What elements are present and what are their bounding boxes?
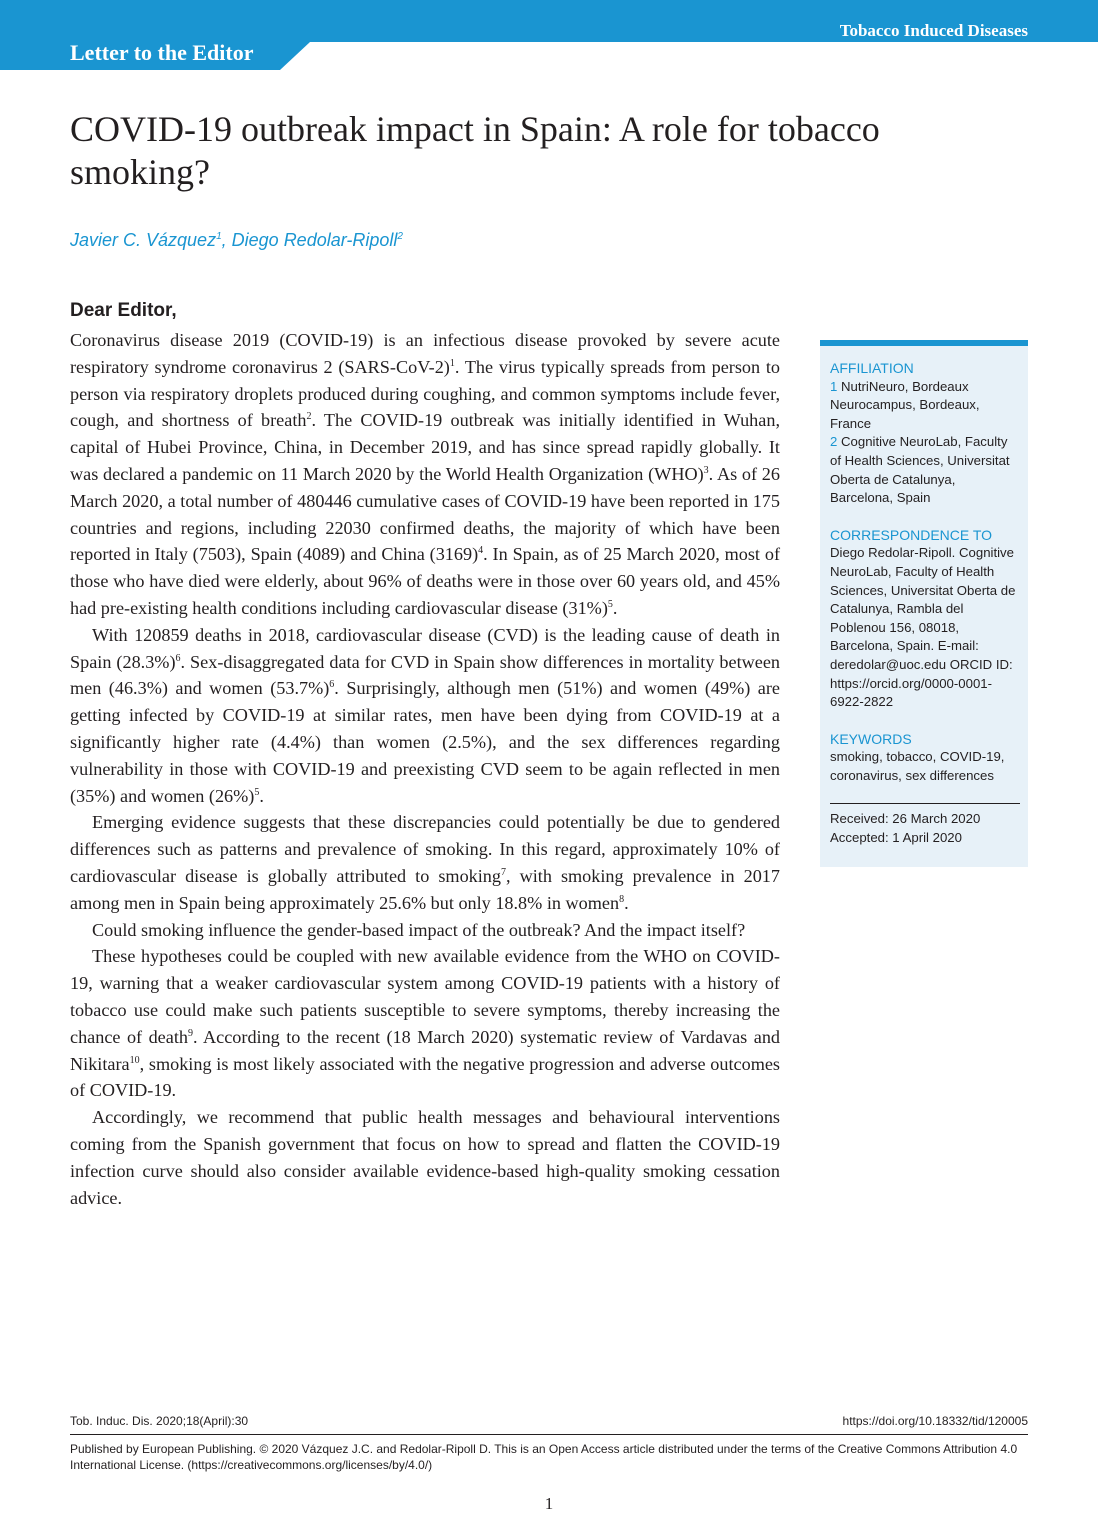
author-name[interactable]: Diego Redolar-Ripoll <box>231 230 398 250</box>
citation-ref[interactable]: 4 <box>478 545 484 557</box>
body-paragraph: Coronavirus disease 2019 (COVID-19) is an infectious disease provoked by severe acute respiratory syndrome coronavirus 2 (SARS-CoV-2)$^1$. The virus typically spreads from person to person via respiratory droplets produced during coughing, and common symptoms include fever, cough, and shortness of breath$^2$. The COVID-19 outbreak was initially identified in Wuhan, capital of Hubei Province, China, in December 2019, and has since spread rapidly globally. It was declared a pandemic on 11 March 2020 by the World Health Organization (WHO)$^3$. As of 26 March 2020, a total number of 480446 cumulative cases of COVID-19 have been reported in 175 countries and regions, including 22030 confirmed deaths, the majority of which have been reported in Italy (7503), Spain (4089) and China $(3169)^4$. In Spain, as of 25 March 2020, most of those who have died were elderly, about 96% of deaths were in those over 60 years old, and 45% had pre-existing health conditions including cardiovascular disease $(31\%)^5$. <box>70 330 780 618</box>
affiliation-section <box>830 359 1020 508</box>
footer-divider <box>70 1434 1028 1435</box>
affiliation-marker: 2 <box>397 231 403 242</box>
keywords-heading: KEYWORDS <box>830 730 912 747</box>
body-paragraph: Accordingly, we recommend that public health messages and behavioural interventions coming from the Spanish government that focus on how to spread and flatten the COVID-19 infection curve should also consider available evidence-based high-quality smoking cessation advice. <box>70 1107 780 1208</box>
citation-ref[interactable]: 8 <box>619 893 625 905</box>
citation-ref[interactable]: 1 <box>449 357 455 369</box>
correspondence-section <box>830 526 1020 712</box>
citation-ref[interactable]: 6 <box>175 652 181 664</box>
citation-ref[interactable]: 9 <box>187 1027 193 1039</box>
doi-link[interactable]: https://doi.org/10.18332/tid/120005 <box>842 1414 1028 1428</box>
article-info-sidebar <box>820 340 1028 867</box>
body-paragraph: Emerging evidence suggests that these discrepancies could potentially be due to gendered differences such as patterns and prevalence of smoking. In this regard, approximately 10% of cardiovascular disease is globally attributed to smoking$^7$, with smoking prevalence in 2017 among men in Spain being approximately 25.6% but only 18.8% in women$^8$. <box>70 812 780 913</box>
journal-header-bar <box>0 0 1098 70</box>
body-paragraph: With 120859 deaths in 2018, cardiovascular disease (CVD) is the leading cause of death in Spain $(28.3\%)^6$. Sex-disaggregated data for CVD in Spain show differences in mortality between men (46.3%) and women $(53.7\%)^6$. Surprisingly, although men (51%) and women (49%) are getting infected by COVID-19 at similar rates, men have been dying from COVID-19 at a significantly higher rate (4.4%) than women (2.5%), and the sex differences regarding vulnerability in those with COVID-19 and preexisting CVD seem to be again reflected in men (35%) and women $(26\%)^5$. <box>70 624 780 806</box>
license-notice: Published by European Publishing. © 2020 Vázquez J.C. and Redolar-Ripoll D. This is an Open Access article distributed under the terms of the Creative Commons Attribution 4.0 International License. (https://creativecommons.org/licenses/by/4.0/) <box>70 1442 1018 1472</box>
keywords-text: smoking, tobacco, COVID-19, coronavirus, sex differences <box>830 749 1005 783</box>
citation-footer: Tob. Induc. Dis. 2020;18(April):30 <box>70 1414 249 1428</box>
affiliation-marker: 1 <box>216 231 222 242</box>
citation-ref[interactable]: 7 <box>501 866 506 878</box>
affiliation-item: 2 Cognitive NeuroLab, Faculty of Health Sciences, Universitat Oberta de Catalunya, Barcelona, Spain <box>830 434 1010 506</box>
body-paragraph: These hypotheses could be coupled with new available evidence from the WHO on COVID-19, warning that a weaker cardiovascular system among COVID-19 patients with a history of tobacco use could make such patients susceptible to severe symptoms, thereby increasing the chance of death$^9$. According to the recent (18 March 2020) systematic review of Vardavas and Nikitara$^{10}$, smoking is most likely associated with the negative progression and adverse outcomes of COVID-19. <box>70 946 781 1101</box>
citation-ref[interactable]: 5 <box>254 786 260 798</box>
section-label: Letter to the Editor <box>70 40 254 65</box>
author-name[interactable]: Javier C. Vázquez <box>70 230 217 250</box>
citation-ref[interactable]: 6 <box>329 679 335 691</box>
citation-ref[interactable]: 10 <box>129 1054 140 1066</box>
salutation: Dear Editor, <box>70 300 177 321</box>
affiliation-heading: AFFILIATION <box>830 360 914 376</box>
body-paragraph: Could smoking influence the gender-based impact of the outbreak? And the impact itself? <box>92 919 746 940</box>
citation-ref[interactable]: 5 <box>607 598 613 610</box>
correspondence-text[interactable]: Diego Redolar-Ripoll. Cognitive NeuroLab, Faculty of Health Sciences, Universitat Oberta de Catalunya, Rambla del Poblenou 156, 08018, Barcelona, Spain. E-mail: deredolar@uoc.edu ORCID ID: https://orcid.org/0000-0001-6922-2822 <box>830 545 1016 710</box>
page-number: 1 <box>544 1494 554 1513</box>
received-date: Received: 26 March 2020 <box>830 811 981 827</box>
citation-ref[interactable]: 2 <box>306 411 312 423</box>
citation-ref[interactable]: 3 <box>703 464 709 476</box>
keywords-section <box>830 730 1020 786</box>
correspondence-heading: CORRESPONDENCE TO <box>830 526 993 543</box>
affiliation-item: 1 NutriNeuro, Bordeaux Neurocampus, Bordeaux, France <box>830 378 980 431</box>
letter-body <box>70 327 780 1211</box>
author-list: Javier C. Vázquez$^1$, Diego Redolar-Ripoll$^2$ <box>70 230 403 250</box>
article-title: COVID-19 outbreak impact in Spain: A role for tobacco smoking? <box>70 109 880 192</box>
sidebar-divider <box>830 803 1020 804</box>
accepted-date: Accepted: 1 April 2020 <box>830 830 962 846</box>
journal-name[interactable]: Tobacco Induced Diseases <box>839 21 1028 40</box>
